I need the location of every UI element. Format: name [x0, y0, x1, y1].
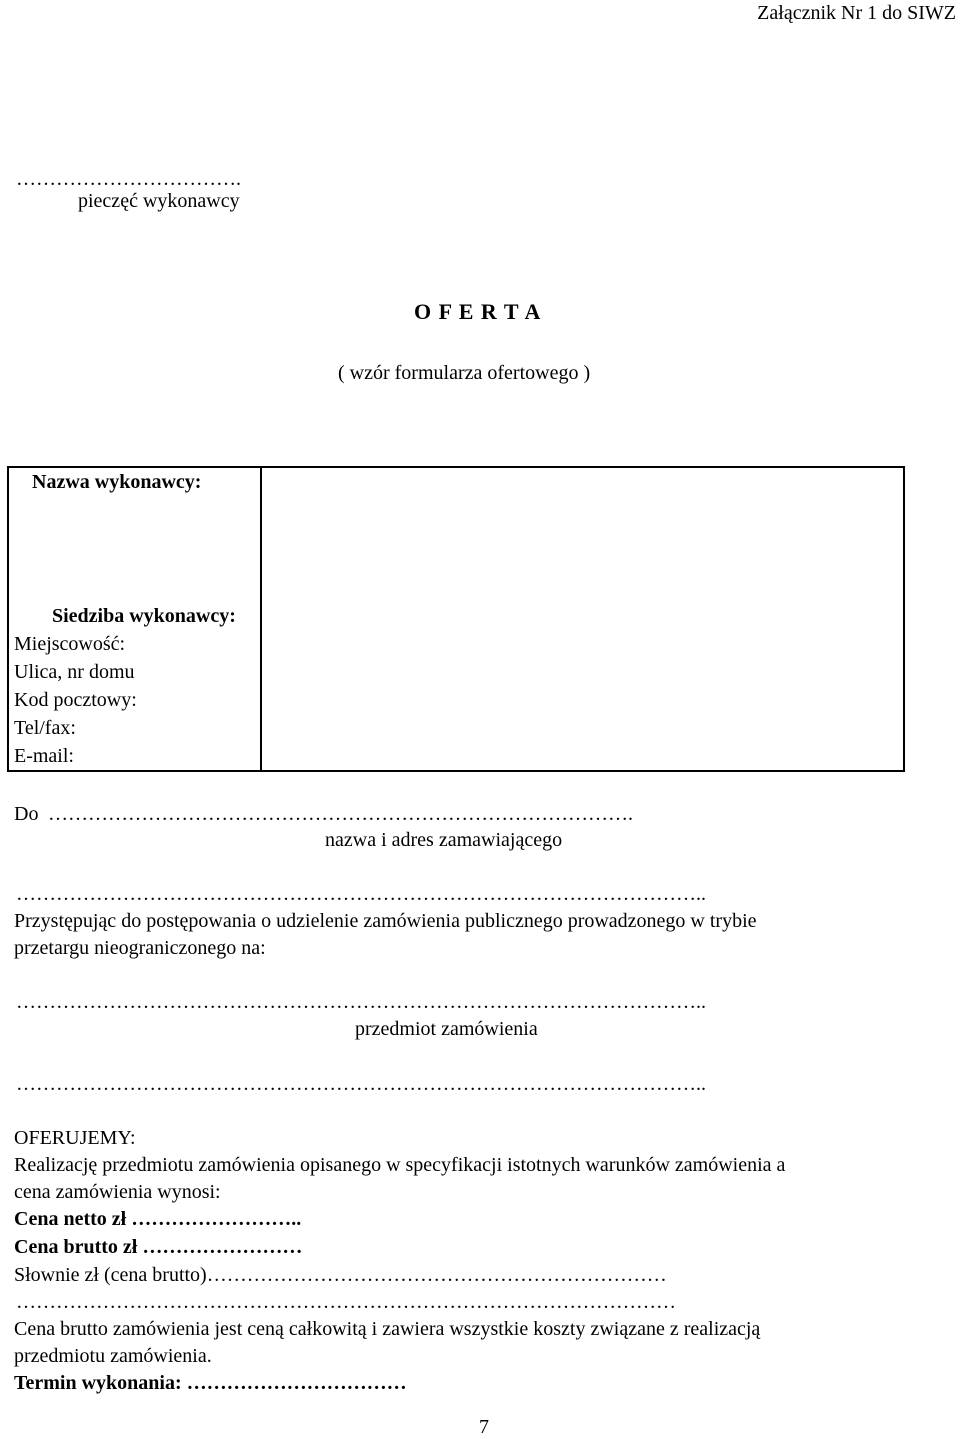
page-number: 7	[479, 1416, 489, 1438]
intro-line-1: Przystępując do postępowania o udzielenie zamówienia publicznego prowadzonego w trybie	[14, 910, 757, 932]
price-brutto: Cena brutto zł ……………………	[14, 1236, 303, 1258]
contractor-seat-label: Siedziba wykonawcy:	[52, 605, 236, 627]
intro-line-2: przetargu nieograniczonego na:	[14, 937, 266, 959]
field-city: Miejscowość:	[14, 633, 126, 655]
completion-term: Termin wykonania: ……………………………	[14, 1372, 407, 1394]
recipient-prefix: Do	[14, 803, 39, 825]
subject-dots-2: …………………………………………………………………………………………..	[16, 1073, 706, 1095]
box-divider	[260, 468, 262, 770]
document-subtitle: ( wzór formularza ofertowego )	[338, 362, 591, 384]
price-netto: Cena netto zł ……………………..	[14, 1208, 302, 1230]
offer-line-1: Realizację przedmiotu zamówienia opisanego w specyfikacji istotnych warunków zamówienia a	[14, 1154, 786, 1176]
contractor-name-label: Nazwa wykonawcy:	[32, 471, 202, 493]
price-in-words: Słownie zł (cena brutto)……………………………………………………………	[14, 1264, 667, 1286]
stamp-label: pieczęć wykonawcy	[78, 190, 240, 212]
field-street: Ulica, nr domu	[14, 661, 135, 683]
price-in-words-dots: ………………………………………………………………………………………	[16, 1291, 676, 1313]
subject-dots: …………………………………………………………………………………………..	[16, 991, 706, 1013]
subject-label: przedmiot zamówienia	[355, 1018, 538, 1040]
offer-heading: OFERUJEMY:	[14, 1127, 136, 1149]
stamp-dots: …………………………….	[16, 168, 241, 190]
field-postcode: Kod pocztowy:	[14, 689, 137, 711]
field-email: E-mail:	[14, 745, 74, 767]
recipient-dots-2: …………………………………………………………………………………………..	[16, 883, 706, 905]
document-title: O F E R T A	[414, 299, 542, 324]
offer-line-2: cena zamówienia wynosi:	[14, 1181, 221, 1203]
recipient-dots: …………………………………………………………………………….	[48, 803, 633, 825]
field-telfax: Tel/fax:	[14, 717, 76, 739]
price-note-2: przedmiotu zamówienia.	[14, 1345, 212, 1367]
recipient-label: nazwa i adres zamawiającego	[325, 829, 563, 851]
price-note-1: Cena brutto zamówienia jest ceną całkowitą i zawiera wszystkie koszty związane z realizacją	[14, 1318, 761, 1340]
attachment-header: Załącznik Nr 1 do SIWZ	[757, 2, 956, 24]
